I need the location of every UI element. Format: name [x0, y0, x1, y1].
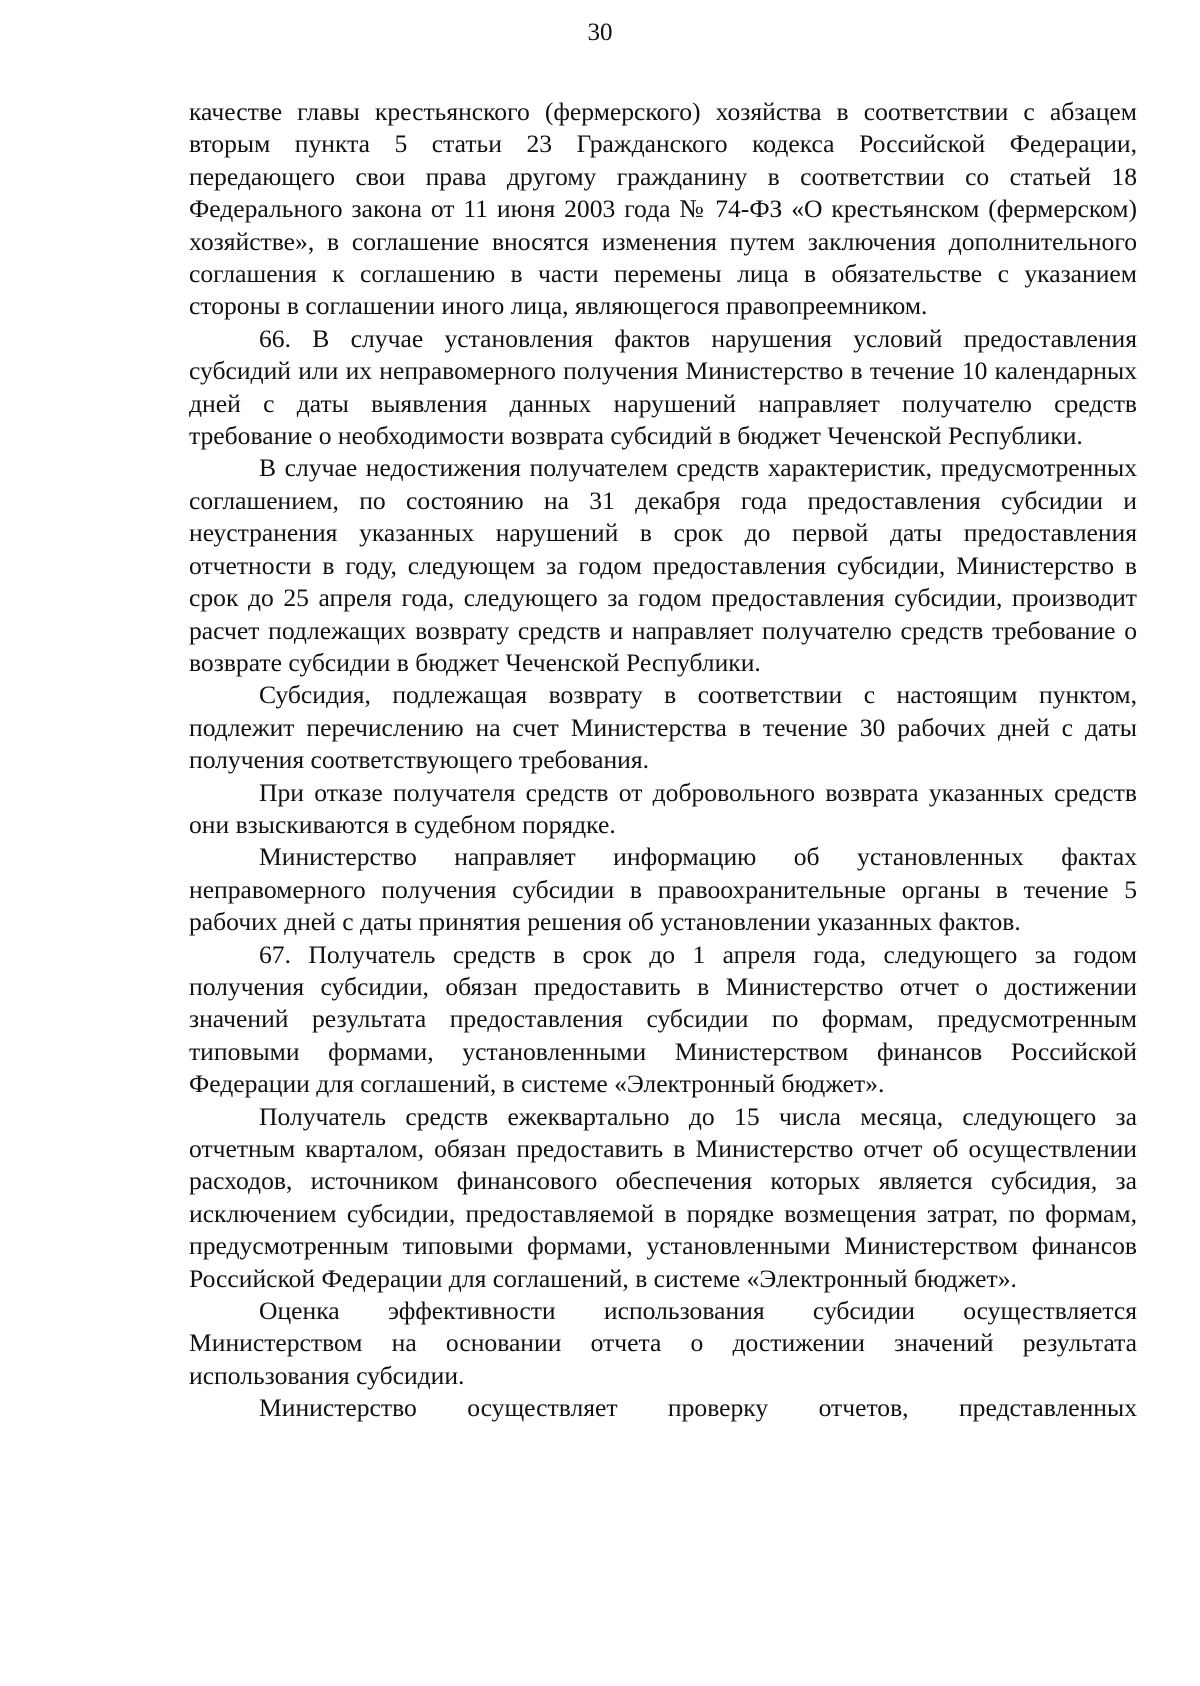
- paragraph-nondelivery: В случае недостижения получателем средств характеристик, предусмотренных соглашением, по состоянию на 31 декабря года предоставления субсидии и неустранения указанных нарушений в срок до первой даты предоставления отчетности в году, следующем за годом предоставления субсидии, Министерство в срок до 25 апреля года, следующего за годом предоставления субсидии, производит расчет подлежащих возврату средств и направляет получателю средств требование о возврате субсидии в бюджет Чеченской Республики.: [189, 453, 1137, 677]
- paragraph-law-enforcement: Министерство направляет информацию об установленных фактах неправомерного получения субсидии в правоохранительные органы в течение 5 рабочих дней с даты принятия решения об установлении указанных фактов.: [189, 842, 1137, 937]
- document-body: [189, 96, 1137, 1425]
- paragraph-verification: Министерство осуществляет проверку отчетов, представленных: [259, 1393, 1137, 1423]
- paragraph-court-recovery: При отказе получателя средств от добровольного возврата указанных средств они взыскиваются в судебном порядке.: [189, 777, 1137, 839]
- paragraph-efficiency: Оценка эффективности использования субсидии осуществляется Министерством на основании отчета о достижении значений результата использования субсидии.: [189, 1296, 1137, 1390]
- paragraph-refund-transfer: Субсидия, подлежащая возврату в соответствии с настоящим пунктом, подлежит перечислению на счет Министерства в течение 30 рабочих дней с даты получения соответствующего требования.: [189, 680, 1137, 775]
- page-number: 30: [587, 19, 613, 46]
- paragraph-continuation: качестве главы крестьянского (фермерского) хозяйства в соответствии с абзацем вторым пункта 5 статьи 23 Гражданского кодекса Российской Федерации, передающего свои права другому гражданину в соответствии со статьей 18 Федерального закона от 11 июня 2003 года № 74-ФЗ «О крестьянском (фермерском) хозяйстве», в соглашение вносятся изменения путем заключения дополнительного соглашения к соглашению в части перемены лица в обязательстве с указанием стороны в соглашении иного лица, являющегося правопреемником.: [189, 97, 1137, 321]
- paragraph-66: 66. В случае установления фактов нарушения условий предоставления субсидий или их неправомерного получения Министерство в течение 10 календарных дней с даты выявления данных нарушений направляет получателю средств требование о необходимости возврата субсидий в бюджет Чеченской Республики.: [189, 323, 1137, 451]
- paragraph-67: 67. Получатель средств в срок до 1 апреля года, следующего за годом получения субсидии, обязан предоставить в Министерство отчет о достижении значений результата предоставления субсидии по формам, предусмотренным типовыми формами, установленными Министерством финансов Российской Федерации для соглашений, в системе «Электронный бюджет».: [189, 939, 1137, 1099]
- paragraph-quarterly-report: Получатель средств ежеквартально до 15 числа месяца, следующего за отчетным кварталом, обязан предоставить в Министерство отчет об осуществлении расходов, источником финансового обеспечения которых является субсидия, за исключением субсидии, предоставляемой в порядке возмещения затрат, по формам, предусмотренным типовыми формами, установленными Министерством финансов Российской Федерации для соглашений, в системе «Электронный бюджет».: [189, 1101, 1137, 1293]
